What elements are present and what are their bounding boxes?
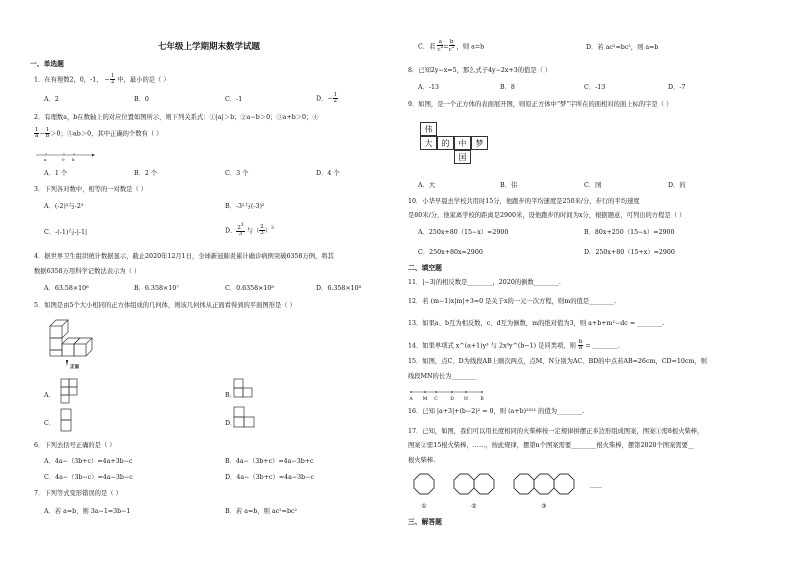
q2-option-d: D．4 个 xyxy=(316,170,340,177)
q2-axis-zero: 0 xyxy=(62,157,65,162)
q8-option-c: C．-13 xyxy=(584,84,606,91)
q5-option-d-figure xyxy=(233,406,267,430)
q15-point-label: D xyxy=(450,397,454,402)
q5-option-c-figure xyxy=(60,408,78,434)
q2-number-line xyxy=(34,150,96,162)
section-fill-blank: 二、填空题 xyxy=(408,264,442,272)
q2-option-c: C．3 个 xyxy=(225,170,249,177)
right-column xyxy=(408,0,780,562)
q6-option-b: B．4a−（3b+c）=4a−3b+c xyxy=(225,458,314,465)
q5-option-a-figure xyxy=(60,378,80,406)
q5-option-d: D． xyxy=(225,420,237,427)
q15-point-label: B xyxy=(480,397,484,402)
q11: 11．|−3|的相反数是________，2020的倒数________. xyxy=(408,279,561,286)
q15-point xyxy=(481,391,483,393)
q5-option-b: B． xyxy=(225,392,236,399)
q4-line2: 数据6358万用科学记数法表示为（ ） xyxy=(34,268,141,275)
left-column xyxy=(30,0,402,562)
q10-option-d: D．250x+80（15+x）=2900 xyxy=(584,249,675,256)
q17-line2: 图案②需15根火柴棒，……，按此规律，摆第n个图案需要________根火柴棒，摆第2020个图案需要__ xyxy=(408,442,695,449)
q10-line1: 10．小华早晨去学校共用时15分，他跑步的平均速度是250米/分，步行的平均速度 xyxy=(408,198,640,205)
q7-option-b: B．若 a=b，则 ac²=bc² xyxy=(225,508,298,515)
q15-point-label: N xyxy=(464,397,468,402)
q9-option-b: B．伟 xyxy=(500,182,518,189)
q6-stem: 6．下列去括号正确的是（ ） xyxy=(34,442,116,449)
q5-front-label: 正面 xyxy=(70,365,79,370)
q1-stem-b: 中，最小的是（ ） xyxy=(117,76,170,84)
q15-point xyxy=(465,391,467,393)
q15-point xyxy=(435,391,437,393)
q17-label-3: ③ xyxy=(541,503,547,510)
q16: 16．已知 |a+3|+(b−2)² = 0，则 (a+b)²⁰²¹ 的值为________. xyxy=(408,408,585,415)
q10-line2: 是80米/分，他家离学校的距离是2900米，设他跑步的时间为x分，根据题意，可列出的方程是（ ） xyxy=(408,212,686,219)
q1-option-c: C．-1 xyxy=(225,96,243,103)
q3-option-c: C．-(-1)与-|-1| xyxy=(44,229,88,236)
q3-stem: 3．下列各对数中，相等的一对数是（ ） xyxy=(34,186,148,193)
q3-option-a: A．(-2)³与-2³ xyxy=(44,203,84,210)
q7-stem: 7．下列等式变形错误的是（ ） xyxy=(34,490,122,497)
q17-line1: 17．已知，如图，我们可以用长度相同的火柴棒按一定规律拼摆正多边形组成图案，图案①需8根火柴棒， xyxy=(408,428,704,435)
q8-option-a: A．-13 xyxy=(418,84,439,91)
q6-option-a: A．4a−（3b+c）=4a+3b−c xyxy=(44,458,133,465)
q9-option-c: C．国 xyxy=(584,182,602,189)
q5-option-a: A． xyxy=(44,392,55,399)
q1-fraction: $\frac{1}{2}$ xyxy=(110,73,115,86)
q9-net-cell: 中 xyxy=(454,136,471,150)
q5-stem: 5．如图是由5个大小相同的正方体组成的几何体，则该几何体从正面看得到的平面图形是（ ） xyxy=(34,302,296,309)
q17-label-2: ② xyxy=(471,503,477,510)
q9-stem: 9．如图，是一个正方体的表面展开图，则原正方体中“梦”字所在的面相对的面上标的字是（ ） xyxy=(408,101,673,108)
q2-line1: 2．有理数a，b在数轴上的对应位置如图所示，则下列关系式：①|a|＞b；②a−b＞0；③a+b＞0；④ xyxy=(34,114,319,121)
q4-option-d: D．6.358×10⁸ xyxy=(316,285,362,292)
q1-stem-a: 1．在有理数2，0，-1， xyxy=(34,76,103,84)
section-answer: 三、解答题 xyxy=(408,518,442,526)
q15-point-label: M xyxy=(422,397,428,402)
q7-option-d: D．若 ac²=bc²，则 a=b xyxy=(586,44,659,51)
q5-option-b-figure xyxy=(233,378,263,400)
q17-matchstick-patterns xyxy=(408,468,628,514)
q2-axis-b: b xyxy=(72,157,75,162)
q5-option-c: C． xyxy=(44,420,56,427)
q2-axis-a: a xyxy=(44,157,47,162)
q17-ellipsis: …… xyxy=(590,483,602,490)
q15-point xyxy=(451,391,453,393)
q5-cube-solid-figure xyxy=(44,318,106,372)
q12: 12．若 (m−1)x|m|+3=0 是关于x的一元一次方程，则m的值是________. xyxy=(408,298,617,305)
q8-option-b: B．8 xyxy=(500,84,515,91)
q9-option-d: D．的 xyxy=(668,182,686,189)
page-title: 七年级上学期期末数学试题 xyxy=(158,42,261,52)
q15-line1: 15．如图，点C、D为线段AB上顺次两点，点M、N分别为AC、BD的中点若AB=26cm，CD=10cm，则 xyxy=(408,358,707,365)
q3-option-d: D． $\frac{2^3}{3}$ 与（ $\frac{2}{3}$ ）$^3$ xyxy=(225,223,274,238)
q15-point-label: A xyxy=(409,397,413,402)
q6-option-c: C．4a−（3b−c）=4a−3b−c xyxy=(44,474,133,481)
q10-option-a: A．250x+80（15−x）=2900 xyxy=(418,229,509,236)
q1-option-b: B．0 xyxy=(134,96,149,103)
q17-label-1: ① xyxy=(421,503,427,510)
q15-point-label: C xyxy=(434,397,438,402)
q6-option-d: D．4a−（3b+c）=4a−3b−c xyxy=(225,474,314,481)
section-single-choice: 一、单选题 xyxy=(30,60,64,68)
q8-stem: 8．已知2y−x=5，那么式子4y−2x+3的值是（ ） xyxy=(408,67,552,74)
q1-option-d: D．− $\frac{1}{2}$ xyxy=(316,92,338,105)
q9-option-a: A．大 xyxy=(418,182,436,189)
q8-option-d: D．-7 xyxy=(668,84,686,91)
q4-option-b: B．6.358×10⁷ xyxy=(134,285,179,292)
q4-option-c: C．0.6358×10⁸ xyxy=(225,285,274,292)
q15-point xyxy=(424,391,426,393)
q15-line2: 线段MN的长为________ xyxy=(408,373,477,380)
q9-net-cell: 梦 xyxy=(471,136,488,150)
q9-net-cell: 大 xyxy=(420,136,437,150)
q9-net-cell: 国 xyxy=(454,150,471,164)
q15-point xyxy=(410,391,412,393)
q1-option-a: A．2 xyxy=(44,96,59,103)
q10-option-c: C．250x+80x=2900 xyxy=(418,249,483,256)
q10-option-b: B．80x+250（15−x）=2900 xyxy=(584,229,675,236)
q2-line2: $\frac{1}{a}$ − $\frac{1}{b}$ ＞0；⑤ab＞0，其中正确的个数有（ ） xyxy=(35,127,163,140)
q14: 14．如果单项式 x^(a+1)y³ 与 2x³y^(b−1) 是同类项，则 $\frac{b}{a}$ = ________. xyxy=(408,339,620,352)
q13: 13．如果a、b互为相反数，c、d互为倒数，m的绝对值为3，则 a+b+m²−dc = ________. xyxy=(408,320,665,327)
q2-option-b: B．2 个 xyxy=(134,170,158,177)
q7-option-a: A．若 a=b，则 3a−1=3b−1 xyxy=(44,508,131,515)
q1-stem: 1．在有理数2，0，-1， − $\frac{1}{2}$ 中，最小的是（ ） xyxy=(34,73,170,86)
q4-line1: 4．据世界卫生组织统计数据显示，截止2020年12月1日，全球新冠肺炎累计确诊病例突破6358万例，将其 xyxy=(34,253,334,260)
q2-option-a: A．1 个 xyxy=(44,170,68,177)
q4-option-a: A．63.58×10⁶ xyxy=(44,285,89,292)
q15-segment-figure xyxy=(408,388,488,402)
q17-line3: 根火柴棒. xyxy=(408,457,436,464)
q3-option-b: B．-3²与(-3)² xyxy=(225,203,265,210)
q9-net-cell: 伟 xyxy=(420,122,437,136)
q7-option-c: C．若 $\frac{a}{c^2}$ = $\frac{b}{c^2}$ ，则 a=b xyxy=(418,39,485,54)
q9-net-cell: 的 xyxy=(437,136,454,150)
